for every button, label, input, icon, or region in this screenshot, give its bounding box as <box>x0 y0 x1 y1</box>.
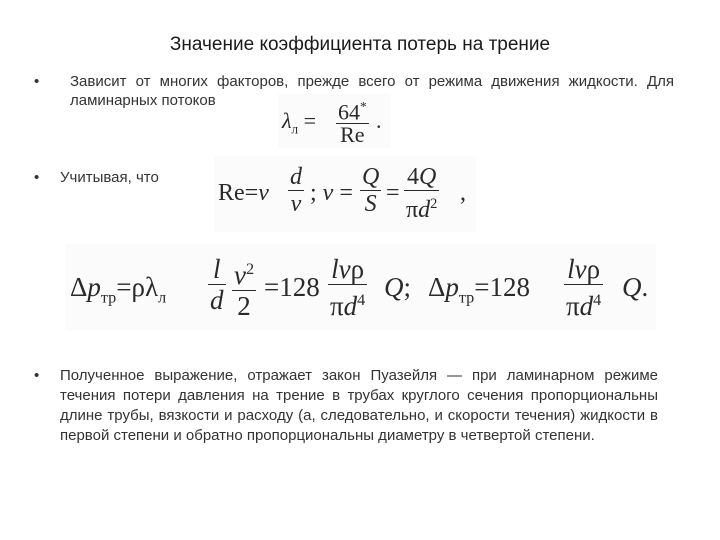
formula-pi: π <box>330 291 344 321</box>
formula-exponent: 2 <box>245 260 255 278</box>
formula-period: . <box>641 272 649 302</box>
formula-viscosity: ν <box>338 254 351 284</box>
formula-length: l <box>331 254 339 284</box>
formula-separator: ; <box>310 180 317 206</box>
formula-flow-rate: Q <box>362 164 380 190</box>
formula-four: 4 <box>406 164 419 190</box>
formula-flow-rate: Q <box>622 272 642 302</box>
formula-two: 2 <box>237 291 251 321</box>
formula-pi: π <box>566 291 580 321</box>
formula-poiseuille <box>66 244 656 330</box>
slide-title: Значение коэффициента потерь на трение <box>169 34 551 55</box>
formula-diameter: d <box>210 285 224 315</box>
formula-lambda-numerator: 64 <box>338 99 360 125</box>
formula-period: . <box>376 108 382 133</box>
formula-coefficient: 128 <box>489 272 530 302</box>
formula-length: l <box>567 254 575 284</box>
formula-re: Re <box>218 180 245 206</box>
formula-velocity: v <box>258 180 269 206</box>
formula-viscosity: ν <box>574 254 587 284</box>
bullet-text: Зависит от многих факторов, прежде всего от режима движения жидкости. Для ламинарных потоков <box>70 73 674 109</box>
formula-viscosity: ν <box>290 191 302 217</box>
formula-diameter: d <box>290 164 302 190</box>
bullet-item-conclusion <box>34 366 658 446</box>
formula-exponent: 2 <box>430 196 438 212</box>
formula-lambda-star: * <box>360 99 367 114</box>
formula-rho: ρ <box>350 254 365 284</box>
formula-rho: ρ <box>131 272 145 302</box>
formula-flow-rate: Q <box>418 164 437 190</box>
formula-pressure-sub: тр <box>458 288 475 307</box>
formula-comma: , <box>460 180 466 206</box>
formula-coefficient: 128 <box>279 272 320 302</box>
formula-diameter: d <box>579 291 594 321</box>
bullet-marker: • <box>34 367 40 384</box>
formula-equals: = <box>339 180 353 206</box>
formula-equals: = <box>474 272 490 302</box>
formula-reynolds <box>214 156 476 232</box>
formula-diameter: d <box>343 291 358 321</box>
formula-equals: = <box>303 108 317 133</box>
bullet-marker: • <box>34 73 40 90</box>
bullet-marker: • <box>34 169 40 186</box>
formula-velocity: v <box>322 180 334 206</box>
formula-lambda <box>278 94 390 148</box>
bullet-item-given <box>34 168 159 187</box>
formula-exponent: 4 <box>357 291 366 309</box>
formula-rho: ρ <box>586 254 601 284</box>
formula-delta: Δ <box>70 272 88 302</box>
formula-equals: = <box>386 180 400 206</box>
formula-flow-rate: Q <box>384 272 404 302</box>
formula-area: S <box>364 191 377 217</box>
bullet-text: Учитывая, что <box>60 169 159 186</box>
formula-lambda-sub: л <box>291 121 299 137</box>
formula-equals: = <box>116 272 132 302</box>
formula-lambda-symbol: λ <box>144 272 159 302</box>
formula-pressure-sub: тр <box>100 288 117 307</box>
bullet-text: Полученное выражение, отражает закон Пуазейля — при ламинарном режиме течения потери давления на трение в трубах круглого сечения пропорциональны длине трубы, вязкости и расходу (а, следовательно, и скорости течения) жидкости в первой степени и обратно пропорциональны диаметру в четвертой степени. <box>60 367 658 444</box>
formula-velocity: v <box>234 260 246 290</box>
formula-equals: = <box>244 180 259 206</box>
formula-length: l <box>208 254 226 285</box>
formula-diameter: d <box>418 197 431 223</box>
formula-separator: ; <box>403 272 412 302</box>
formula-pi: π <box>406 197 419 223</box>
formula-equals: = <box>264 272 280 302</box>
formula-exponent: 4 <box>593 291 602 309</box>
formula-pressure: p <box>445 272 459 302</box>
formula-delta: Δ <box>428 272 446 302</box>
formula-lambda-lhs: λ <box>282 108 292 133</box>
formula-lambda-sub: л <box>158 288 167 307</box>
formula-lambda-denominator: Re <box>340 122 365 148</box>
formula-pressure: p <box>87 272 101 302</box>
